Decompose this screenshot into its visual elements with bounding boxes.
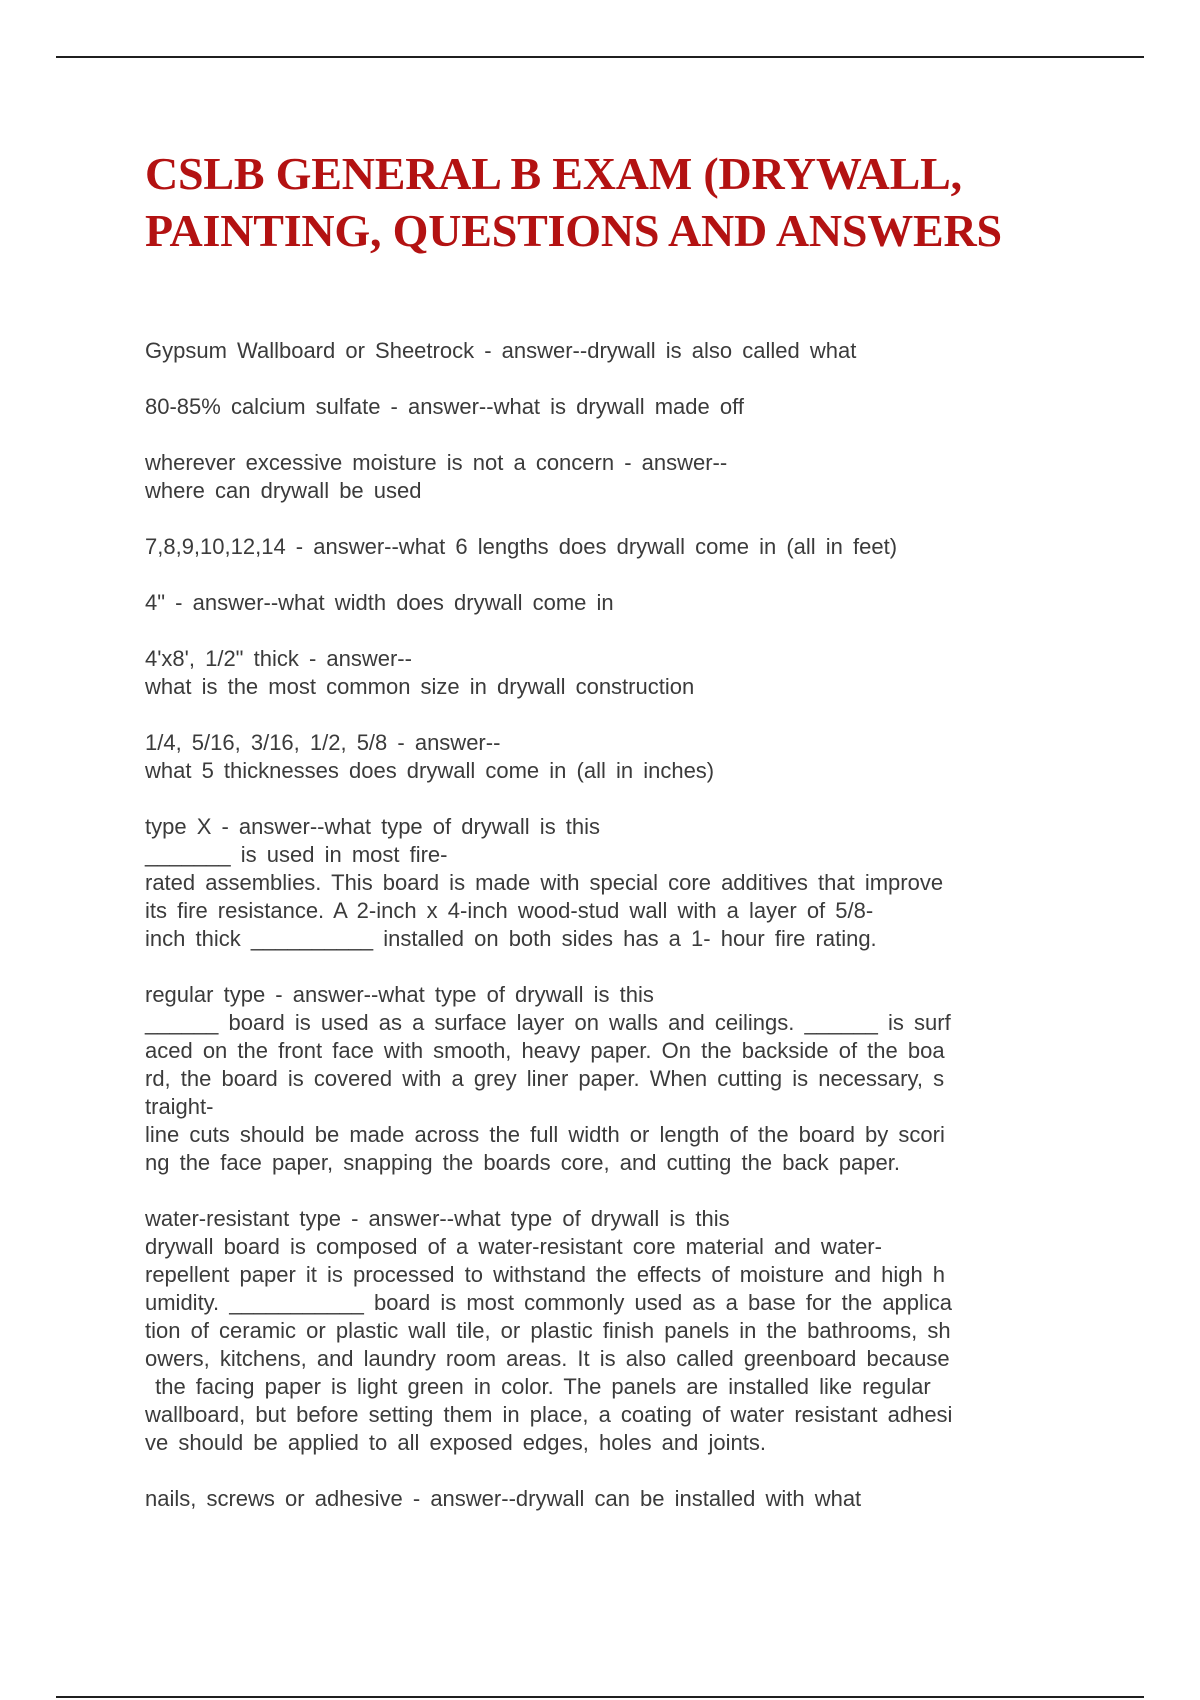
qa-line: where can drywall be used [145, 478, 422, 503]
qa-line: rd, the board is covered with a grey liner paper. When cutting is necessary, s [145, 1066, 945, 1091]
qa-line: Gypsum Wallboard or Sheetrock - answer--drywall is also called what [145, 338, 857, 363]
qa-item [145, 729, 1065, 785]
qa-line: water-resistant type - answer--what type of drywall is this [145, 1206, 730, 1231]
qa-line: traight- [145, 1094, 214, 1119]
qa-item [145, 981, 1065, 1177]
qa-line: inch thick __________ installed on both sides has a 1- hour fire rating. [145, 926, 877, 951]
qa-line: 1/4, 5/16, 3/16, 1/2, 5/8 - answer-- [145, 730, 501, 755]
qa-line: drywall board is composed of a water-resistant core material and water- [145, 1234, 882, 1259]
footer-divider [56, 1696, 1144, 1698]
qa-item [145, 813, 1065, 953]
qa-item [145, 589, 1065, 617]
qa-line: wallboard, but before setting them in place, a coating of water resistant adhesi [145, 1402, 953, 1427]
qa-line: type X - answer--what type of drywall is this [145, 814, 601, 839]
qa-line: what is the most common size in drywall construction [145, 674, 695, 699]
qa-line: ng the face paper, snapping the boards core, and cutting the back paper. [145, 1150, 900, 1175]
qa-line: wherever excessive moisture is not a concern - answer-- [145, 450, 728, 475]
qa-line: line cuts should be made across the full width or length of the board by scori [145, 1122, 945, 1147]
qa-line: the facing paper is light green in color. The panels are installed like regular [145, 1374, 931, 1399]
qa-item [145, 337, 1065, 365]
qa-item [145, 645, 1065, 701]
qa-line: umidity. ___________ board is most commonly used as a base for the applica [145, 1290, 953, 1315]
qa-item [145, 393, 1065, 421]
qa-line: ve should be applied to all exposed edges, holes and joints. [145, 1430, 766, 1455]
qa-line: 4'x8', 1/2" thick - answer-- [145, 646, 412, 671]
qa-list [145, 337, 1065, 1541]
qa-line: its fire resistance. A 2-inch x 4-inch wood-stud wall with a layer of 5/8- [145, 898, 874, 923]
qa-line: what 5 thicknesses does drywall come in (all in inches) [145, 758, 715, 783]
qa-item [145, 449, 1065, 505]
qa-line: 80-85% calcium sulfate - answer--what is drywall made off [145, 394, 744, 419]
qa-line: tion of ceramic or plastic wall tile, or plastic finish panels in the bathrooms, sh [145, 1318, 951, 1343]
qa-item [145, 1205, 1065, 1457]
qa-line: 4" - answer--what width does drywall come in [145, 590, 614, 615]
document-title: CSLB GENERAL B EXAM (DRYWALL, PAINTING, QUESTIONS AND ANSWERS [145, 148, 1002, 256]
qa-line: ______ board is used as a surface layer on walls and ceilings. ______ is surf [145, 1010, 951, 1035]
qa-line: _______ is used in most fire- [145, 842, 448, 867]
qa-line: repellent paper it is processed to withstand the effects of moisture and high h [145, 1262, 946, 1287]
qa-line: 7,8,9,10,12,14 - answer--what 6 lengths does drywall come in (all in feet) [145, 534, 898, 559]
header-divider [56, 56, 1144, 58]
qa-item [145, 533, 1065, 561]
qa-line: aced on the front face with smooth, heavy paper. On the backside of the boa [145, 1038, 945, 1063]
qa-line: rated assemblies. This board is made with special core additives that improve [145, 870, 944, 895]
qa-line: owers, kitchens, and laundry room areas. It is also called greenboard because [145, 1346, 950, 1371]
qa-item [145, 1485, 1065, 1513]
qa-line: nails, screws or adhesive - answer--drywall can be installed with what [145, 1486, 862, 1511]
qa-line: regular type - answer--what type of drywall is this [145, 982, 654, 1007]
